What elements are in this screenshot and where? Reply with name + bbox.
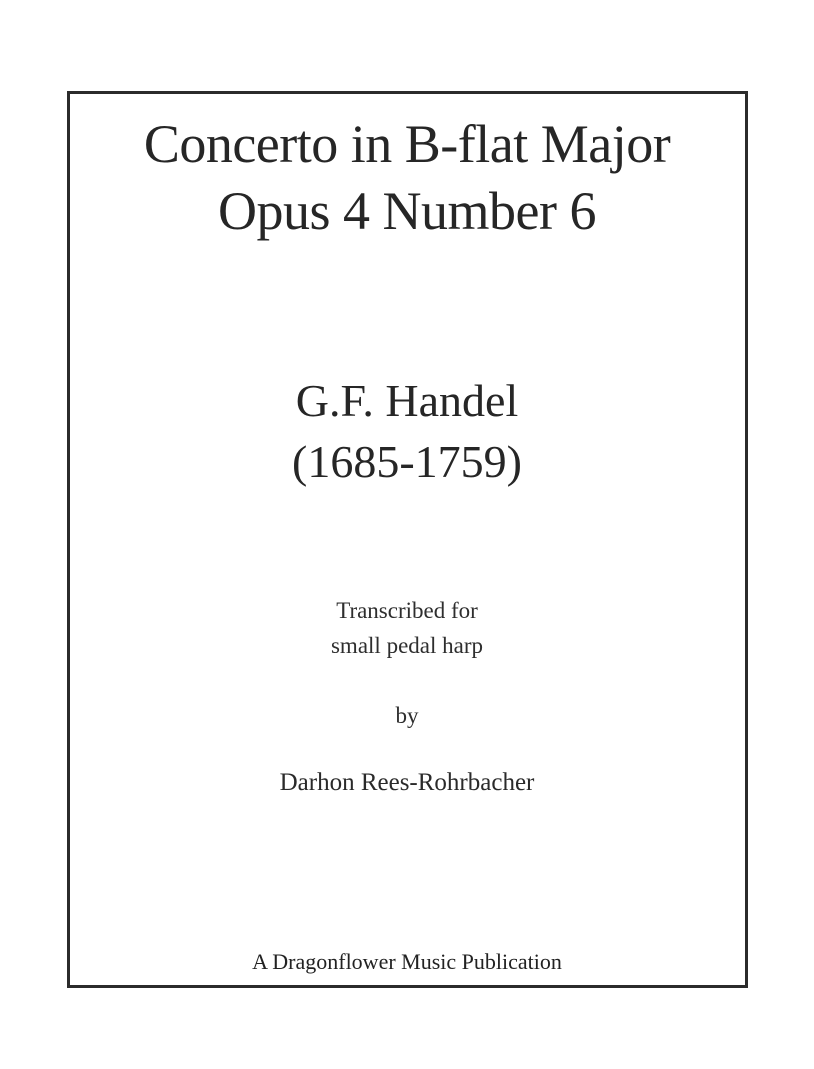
- by-label: by: [395, 703, 419, 728]
- composer-dates: (1685-1759): [292, 436, 522, 487]
- instrument: small pedal harp: [330, 633, 483, 658]
- arranger-name: Darhon Rees-Rohrbacher: [279, 769, 535, 796]
- transcribed-for: Transcribed for: [336, 598, 478, 623]
- composer-name: G.F. Handel: [295, 375, 519, 426]
- title-line-2: Opus 4 Number 6: [218, 181, 596, 241]
- title-line-1: Concerto in B-flat Major: [143, 114, 671, 174]
- publisher: A Dragonflower Music Publication: [252, 949, 562, 974]
